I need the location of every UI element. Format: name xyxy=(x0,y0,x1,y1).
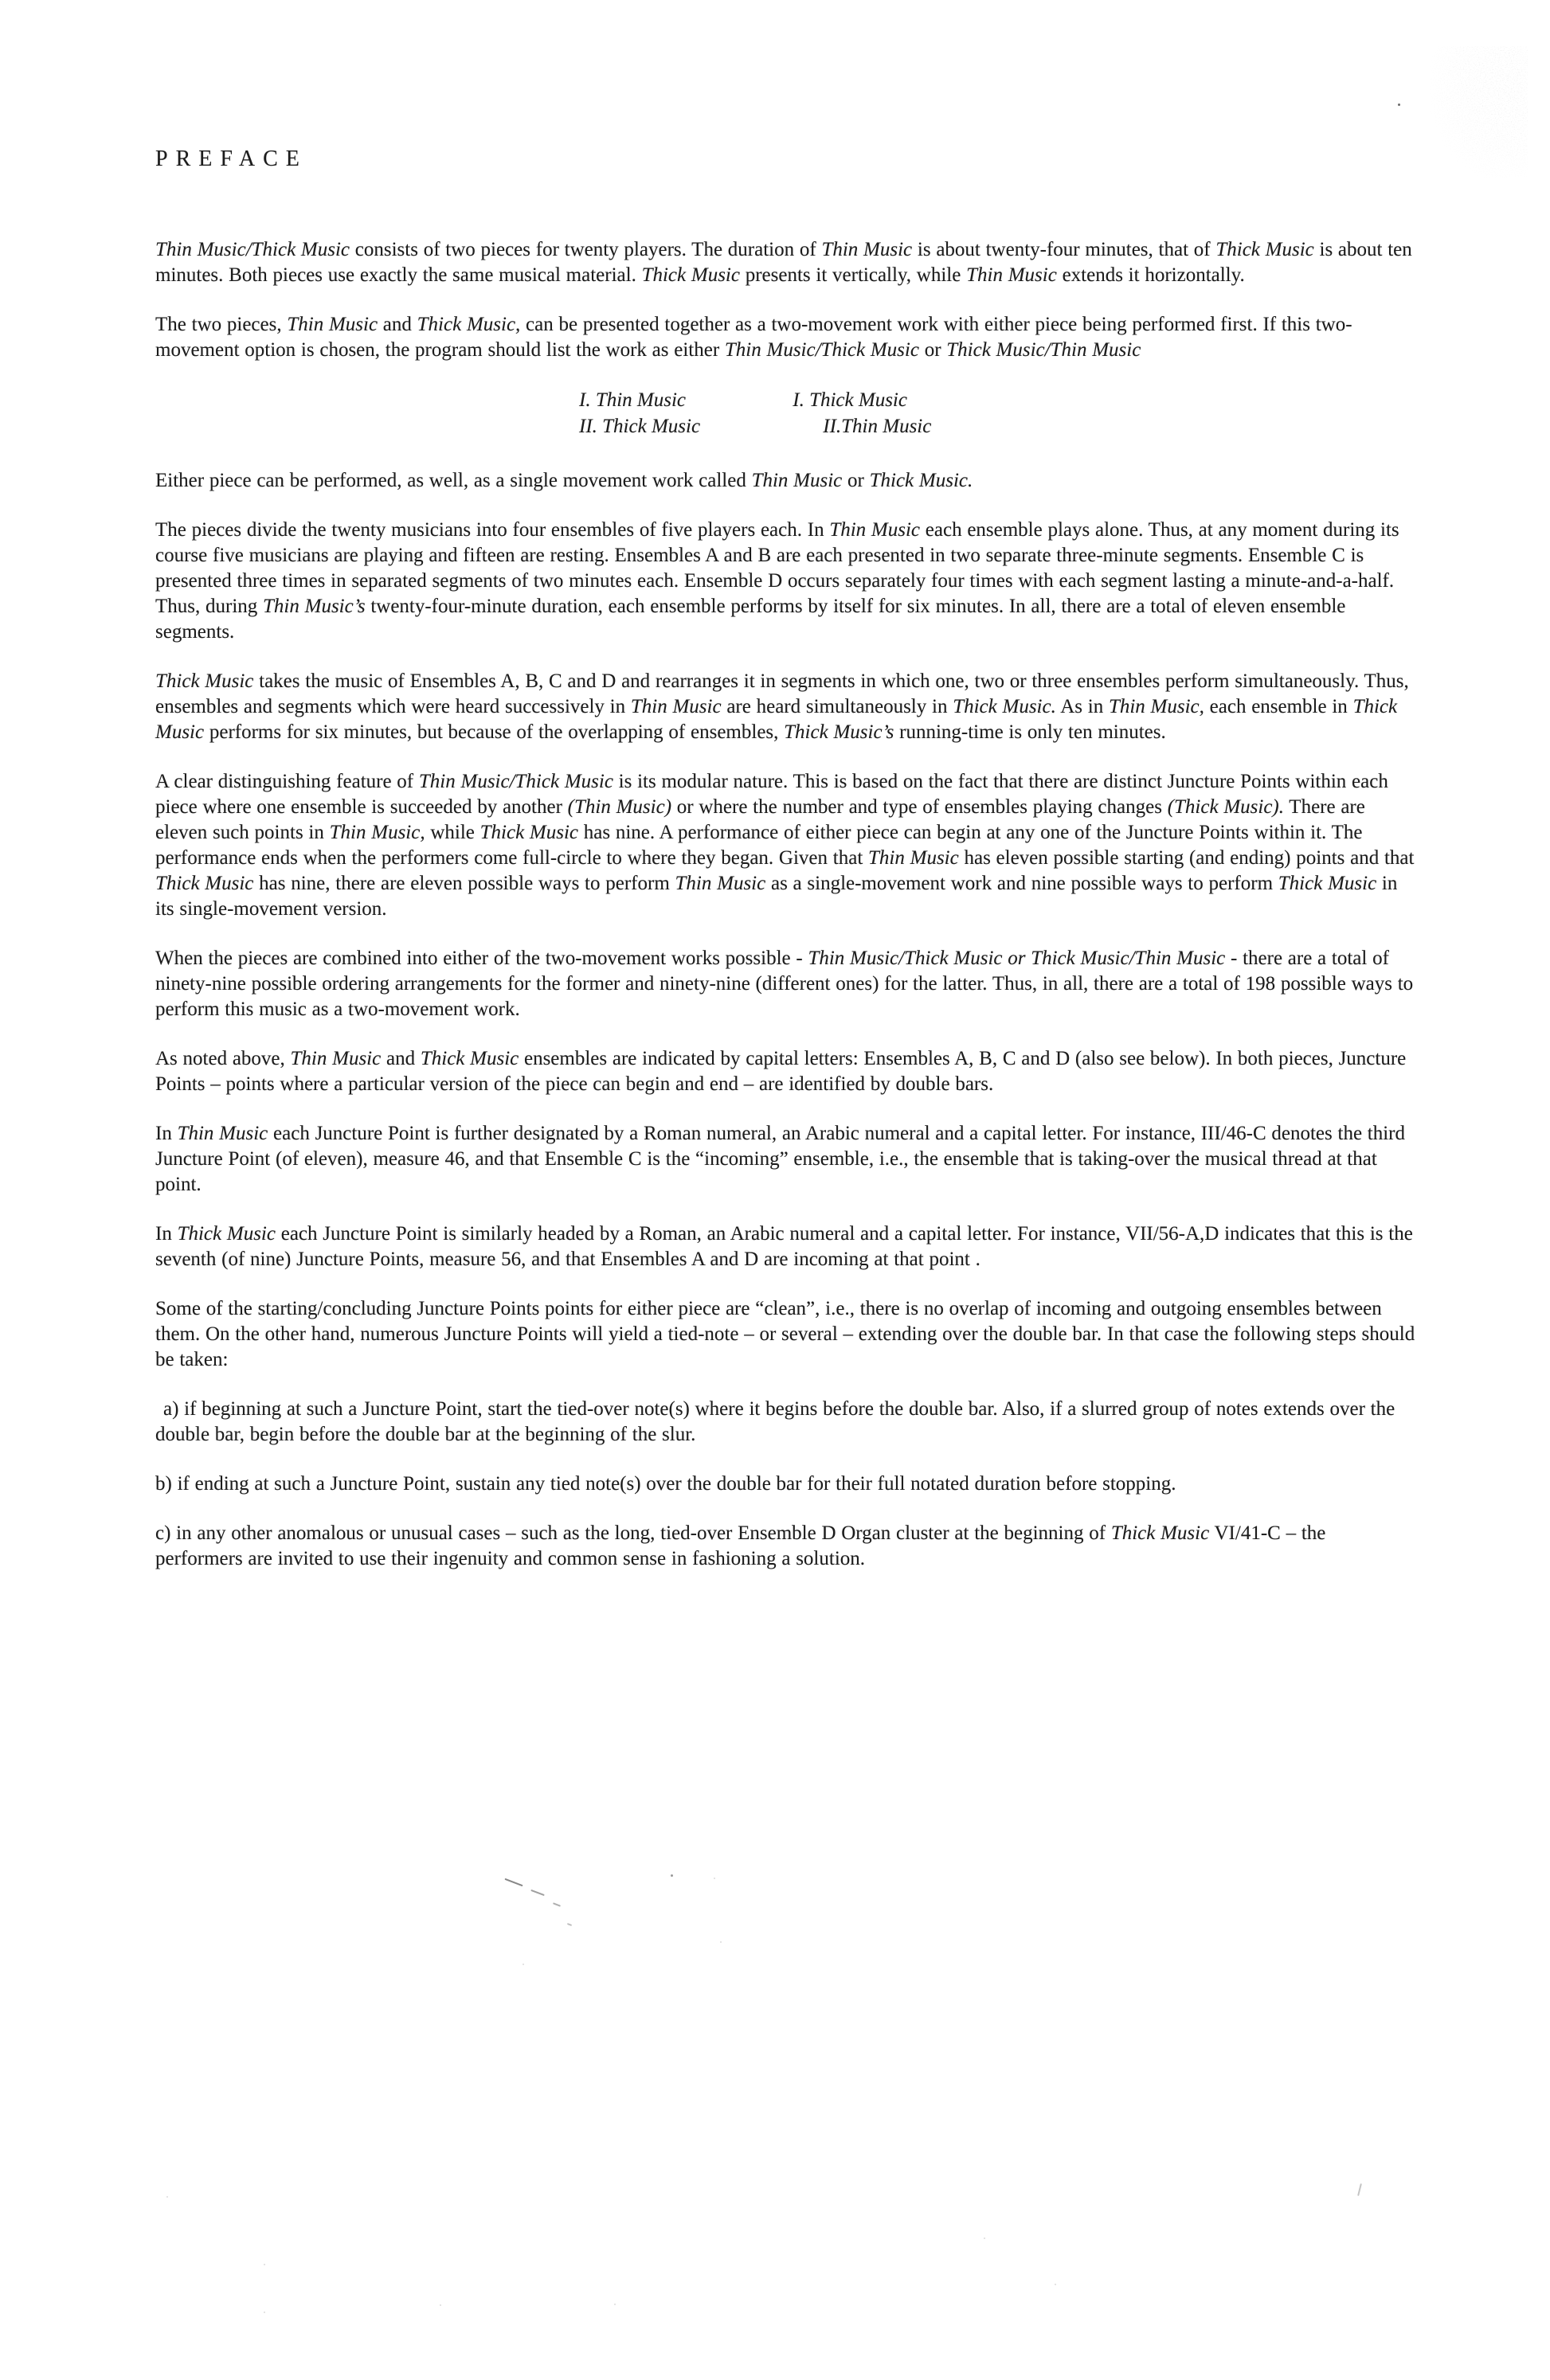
paragraph-thick-music: Thick Music takes the music of Ensembles A, B, C and D and rearranges it in segments in which one, two or three ensembles perform simultaneously. Thus, ensembles and segments which were heard successively in Thin Music are heard simultaneously in Thick Music. As in Thin Music, each ensemble in Thick Music performs for six minutes, but because of the overlapping of ensembles, Thick Music’s running-time is only ten minutes. xyxy=(155,670,1409,743)
movement-option-2-left: II. Thick Music xyxy=(579,416,701,437)
scan-slash-mark xyxy=(1357,2183,1362,2196)
scan-speck xyxy=(440,2304,441,2306)
paragraph-step-c: c) in any other anomalous or unusual cases – such as the long, tied-over Ensemble D Organ cluster at the beginning of Thick Music VI/41-C – the performers are invited to use their ingenuity and common sense in fashioning a solution. xyxy=(155,1522,1326,1569)
scan-speck xyxy=(523,1964,524,1965)
scan-speck xyxy=(714,1878,715,1879)
pencil-mark xyxy=(504,1878,523,1886)
scan-speck xyxy=(1055,2284,1056,2285)
paragraph-step-b: b) if ending at such a Juncture Point, sustain any tied note(s) over the double bar for their full notated duration before stopping. xyxy=(155,1473,1176,1495)
paragraph-thick-music-numerals: In Thick Music each Juncture Point is similarly headed by a Roman, an Arabic numeral and a capital letter. For instance, VII/56-A,D indicates that this is the seventh (of nine) Juncture Points, measure 56, and that Ensembles A and D are incoming at that point . xyxy=(155,1223,1413,1270)
movement-row-2 xyxy=(155,413,1415,440)
paragraph-step-a: a) if beginning at such a Juncture Point, start the tied-over note(s) where it begins before the double bar. Also, if a slurred group of notes extends over the double bar, begin before the double bar at the beginning of the slur. xyxy=(155,1398,1395,1445)
pencil-mark xyxy=(530,1890,545,1896)
scan-speck xyxy=(166,2196,168,2198)
page-title: PREFACE xyxy=(155,147,307,171)
paragraph-ensembles: The pieces divide the twenty musicians into four ensembles of five players each. In Thin Music each ensemble plays alone. Thus, at any moment during its course five musicians are playing and fifteen are resting. Ensembles A and B are each presented in two separate three-minute segments. Ensemble C is presented three times in separated segments of two minutes each. Ensemble D occurs separately four times with each segment lasting a minute-and-a-half. Thus, during Thin Music’s twenty-four-minute duration, each ensemble performs by itself for six minutes. In all, there are a total of eleven ensemble segments. xyxy=(155,519,1399,643)
paragraph-thin-music-numerals: In Thin Music each Juncture Point is further designated by a Roman numeral, an Arabic numeral and a capital letter. For instance, III/46-C denotes the third Juncture Point (of eleven), measure 46, and that Ensemble C is the “incoming” ensemble, i.e., the ensemble that is taking-over the musical thread at that point. xyxy=(155,1123,1406,1195)
movement-option-1-right: I. Thick Music xyxy=(793,389,907,411)
scan-speck xyxy=(614,2304,616,2305)
movement-option-1-left: I. Thin Music xyxy=(579,389,687,411)
movement-row-1 xyxy=(155,387,1415,413)
scan-speck xyxy=(720,1941,722,1943)
scan-speck xyxy=(264,2312,265,2313)
scan-speck xyxy=(984,2237,985,2239)
paragraph-overview: Thin Music/Thick Music consists of two pieces for twenty players. The duration of Thin Music is about twenty-four minutes, that of Thick Music is about ten minutes. Both pieces use exactly the same musical material. Thick Music presents it vertically, while Thin Music extends it horizontally. xyxy=(155,239,1412,286)
paragraph-combinations: When the pieces are combined into either of the two-movement works possible - Thin Music/Thick Music or Thick Music/Thin Music - there are a total of ninety-nine possible ordering arrangements for the former and ninety-nine (different ones) for the latter. Thus, in all, there are a total of 198 possible ways to perform this music as a two-movement work. xyxy=(155,948,1414,1020)
paragraph-single-movement: Either piece can be performed, as well, as a single movement work called Thin Music or Thick Music. xyxy=(155,470,973,491)
paragraph-clean-junctures: Some of the starting/concluding Juncture Points points for either piece are “clean”, i.e., there is no overlap of incoming and outgoing ensembles between them. On the other hand, numerous Juncture Points will yield a tied-note – or several – extending over the double bar. In that case the following steps should be taken: xyxy=(155,1298,1415,1370)
movement-order-list xyxy=(155,387,1415,440)
scan-noise-smudge xyxy=(1424,46,1528,178)
paragraph-capital-letters: As noted above, Thin Music and Thick Music ensembles are indicated by capital letters: Ensembles A, B, C and D (also see below). In both pieces, Juncture Points – points where a particular version of the piece can begin and end – are identified by double bars. xyxy=(155,1048,1407,1095)
paragraph-two-movement: The two pieces, Thin Music and Thick Music, can be presented together as a two-movement work with either piece being performed first. If this two-movement option is chosen, the program should list the work as either Thin Music/Thick Music or Thick Music/Thin Music xyxy=(155,314,1352,361)
scan-speck xyxy=(671,1874,673,1877)
paragraph-juncture-points: A clear distinguishing feature of Thin Music/Thick Music is its modular nature. This is based on the fact that there are distinct Juncture Points within each piece where one ensemble is succeeded by another (Thin Music) or where the number and type of ensembles playing changes (Thick Music). There are eleven such points in Thin Music, while Thick Music has nine. A performance of either piece can begin at any one of the Juncture Points within it. The performance ends when the performers come full-circle to where they began. Given that Thin Music has eleven possible starting (and ending) points and that Thick Music has nine, there are eleven possible ways to perform Thin Music as a single-movement work and nine possible ways to perform Thick Music in its single-movement version. xyxy=(155,771,1415,920)
preface-document xyxy=(155,148,1415,1596)
scan-speck xyxy=(1398,104,1400,106)
movement-option-2-right: II.Thin Music xyxy=(823,416,932,437)
scan-speck xyxy=(264,2264,265,2265)
pencil-mark xyxy=(553,1902,561,1906)
pencil-mark xyxy=(567,1923,572,1926)
